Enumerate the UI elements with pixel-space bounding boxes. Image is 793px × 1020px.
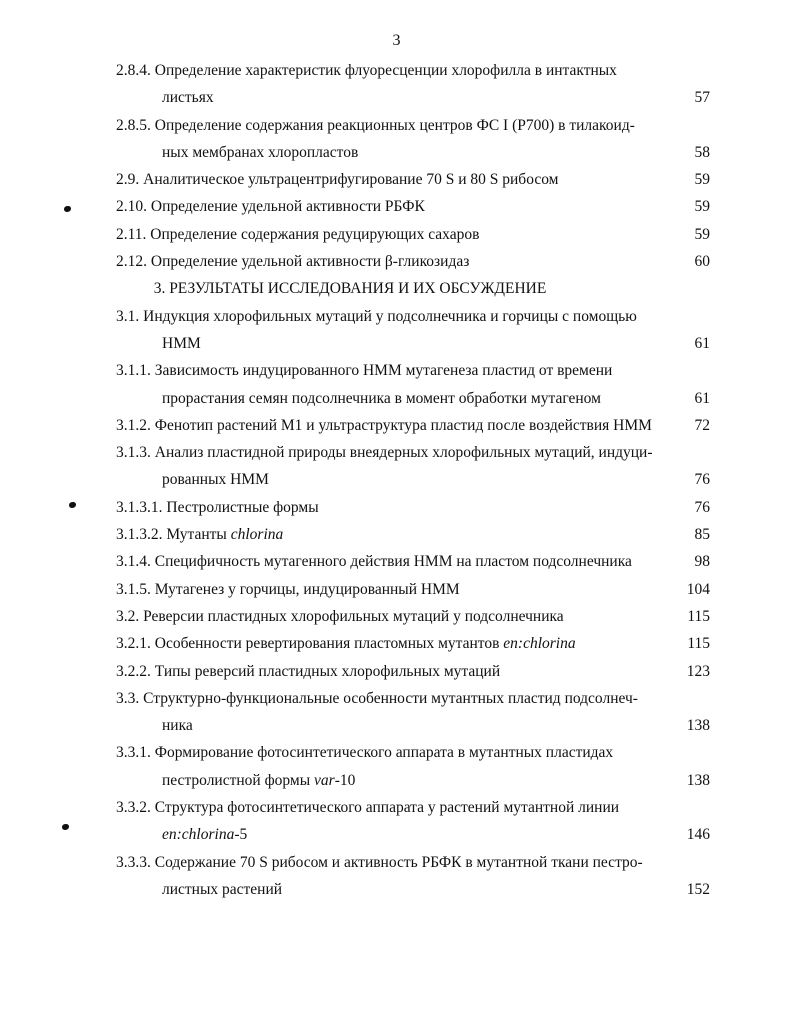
toc-entry-text: 3.3.3. Содержание 70 S рибосом и активность РБФК в мутантной ткани пестро- (116, 853, 643, 871)
toc-entry-text: 2.12. Определение удельной активности β-гликозидаз (116, 253, 470, 271)
toc-entry-text: en:chlorina-5 (162, 826, 248, 844)
toc-entry-text: листных растений (162, 880, 283, 898)
toc-entry-3-2 (0, 603, 793, 630)
toc-entry-text: 3.2.2. Типы реверсий пластидных хлорофильных мутаций (116, 662, 501, 680)
toc-entry-text: рованных НММ (162, 471, 269, 489)
toc-page-number: 123 (686, 662, 710, 680)
toc-entry-text: 2.8.5. Определение содержания реакционных центров ФС I (Р700) в тилакоид- (116, 116, 635, 134)
toc-entry-3-1-1 (0, 357, 793, 412)
toc-entry-2-11 (0, 221, 793, 248)
toc-entry-text: 3.1.2. Фенотип растений M1 и ультраструктура пластид после воздействия НММ (116, 416, 652, 434)
toc-entry-text: 3.1. Индукция хлорофильных мутаций у подсолнечника и горчицы с помощью (116, 307, 637, 325)
toc-page-number: 98 (694, 553, 710, 571)
toc-page-number: 152 (686, 880, 710, 898)
toc-entry-text: ных мембранах хлоропластов (162, 143, 359, 161)
toc-entry-3-1-3 (0, 439, 793, 494)
toc-entry-text: 2.9. Аналитическое ультрацентрифугирование 70 S и 80 S рибосом (116, 171, 559, 189)
toc-entry-text: 2.10. Определение удельной активности РБФК (116, 198, 425, 216)
toc-entry-text: листьях (162, 89, 214, 107)
toc-page-number: 60 (694, 253, 710, 271)
toc-page-number: 85 (694, 526, 710, 544)
toc-entry-3-1-2 (0, 412, 793, 439)
table-of-contents (0, 57, 793, 903)
toc-page-number: 115 (687, 635, 710, 653)
toc-entry-2-8-5 (0, 112, 793, 167)
toc-entry-2-8-4 (0, 57, 793, 112)
toc-entry-text: пестролистной формы var-10 (162, 771, 356, 789)
toc-entry-text: 3.2.1. Особенности ревертирования пластомных мутантов en:chlorina (116, 635, 576, 653)
toc-page-number: 59 (694, 171, 710, 189)
toc-entry-text: 3.1.4. Специфичность мутагенного действия НММ на пластом подсолнечника (116, 553, 632, 571)
toc-chapter-heading (0, 275, 793, 302)
toc-entry-text: НММ (162, 334, 201, 352)
toc-entry-text: прорастания семян подсолнечника в момент обработки мутагеном (162, 389, 601, 407)
toc-entry-2-12 (0, 248, 793, 275)
page-number: 3 (392, 32, 401, 49)
toc-entry-2-10 (0, 193, 793, 220)
toc-entry-3-3 (0, 685, 793, 740)
toc-entry-3-3-1 (0, 739, 793, 794)
toc-entry-3-1-4 (0, 548, 793, 575)
toc-entry-text: 3.3.2. Структура фотосинтетического аппарата у растений мутантной линии (116, 799, 620, 817)
toc-entry-text: 3.3.1. Формирование фотосинтетического аппарата в мутантных пластидах (116, 744, 614, 762)
toc-entry-text: 2.11. Определение содержания редуцирующих сахаров (116, 225, 480, 243)
toc-entry-3-1-5 (0, 576, 793, 603)
toc-entry-text: 3.3. Структурно-функциональные особенности мутантных пластид подсолнеч- (116, 689, 638, 707)
toc-page-number: 76 (694, 498, 710, 516)
toc-entry-text: 3.1.3. Анализ пластидной природы внеядерных хлорофильных мутаций, индуци- (116, 444, 653, 462)
toc-page-number: 76 (694, 471, 710, 489)
toc-page-number: 72 (694, 416, 710, 434)
toc-entry-3-1-3-1 (0, 494, 793, 521)
toc-entry-text: 2.8.4. Определение характеристик флуоресценции хлорофилла в интактных (116, 62, 617, 79)
chapter-heading-text: 3. РЕЗУЛЬТАТЫ ИССЛЕДОВАНИЯ И ИХ ОБСУЖДЕНИЕ (153, 280, 547, 298)
toc-entry-3-1 (0, 303, 793, 358)
toc-entry-3-3-3 (0, 849, 793, 904)
toc-page-number: 61 (694, 334, 710, 352)
toc-page-number: 57 (694, 89, 710, 107)
toc-entry-3-2-2 (0, 658, 793, 685)
toc-page-number: 138 (686, 717, 710, 735)
toc-entry-3-3-2 (0, 794, 793, 849)
toc-entry-3-1-3-2 (0, 521, 793, 548)
toc-entry-text: 3.1.3.2. Мутанты chlorina (116, 526, 284, 544)
toc-page-number: 115 (687, 607, 710, 625)
toc-page-number: 58 (694, 143, 710, 161)
toc-entry-text: 3.1.3.1. Пестролистные формы (116, 498, 319, 516)
toc-page-number: 59 (694, 198, 710, 216)
toc-entry-3-2-1 (0, 630, 793, 657)
toc-page-number: 104 (686, 580, 710, 598)
toc-page-number: 138 (686, 771, 710, 789)
toc-entry-text: 3.1.1. Зависимость индуцированного НММ мутагенеза пластид от времени (116, 362, 613, 380)
toc-entry-text: 3.1.5. Мутагенез у горчицы, индуцированный НММ (116, 580, 460, 598)
toc-page-number: 61 (694, 389, 710, 407)
toc-entry-text: ника (162, 717, 193, 735)
toc-entry-text: 3.2. Реверсии пластидных хлорофильных мутаций у подсолнечника (116, 607, 564, 625)
toc-page-number: 59 (694, 225, 710, 243)
toc-entry-2-9 (0, 166, 793, 193)
toc-page-number: 146 (686, 826, 710, 844)
